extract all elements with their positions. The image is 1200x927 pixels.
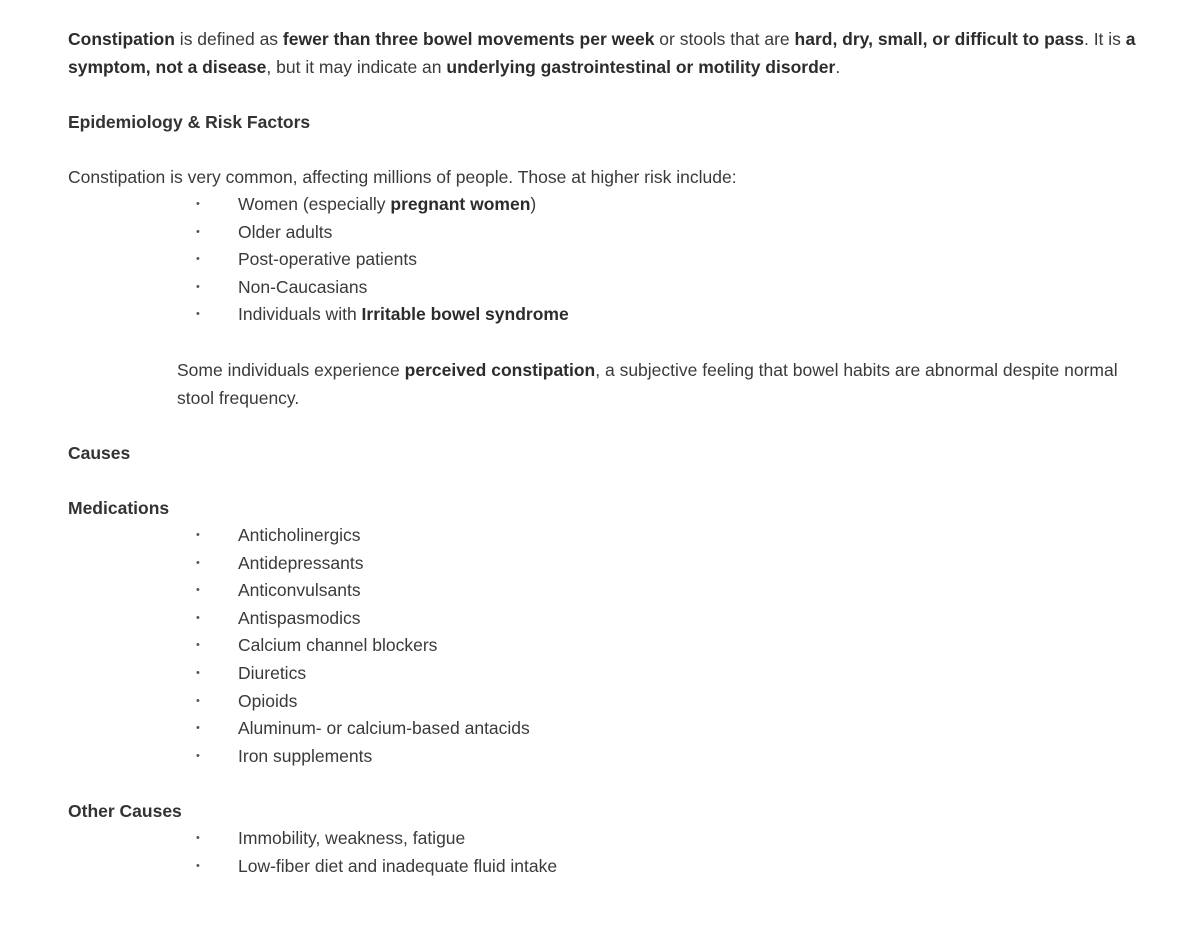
list-item-text: Aluminum- or calcium-based antacids [238,718,530,739]
perceived-constipation-note [68,356,1148,412]
list-item-text: ) [530,194,537,214]
bullet-icon: • [196,280,200,293]
bullet-icon: • [196,639,200,652]
list-item-text: Older adults [238,221,333,242]
list-item [68,688,1148,716]
risk-factor-list [68,191,1148,329]
list-item-text: Individuals with [238,304,362,325]
list-item [68,219,1148,247]
list-item [68,605,1148,633]
bullet-icon: • [196,584,200,597]
intro-paragraph [68,25,1148,81]
bullet-icon: • [196,611,200,624]
list-item-text: Anticonvulsants [238,580,361,601]
intro-emphasis: fewer than three bowel movements per week [282,29,655,49]
note-emphasis: perceived constipation [404,359,596,380]
intro-text: is defined as [174,29,283,49]
medications-list [68,522,1148,770]
bullet-icon: • [196,749,200,762]
list-item [68,577,1148,605]
list-item-text: Women (especially [238,194,391,214]
intro-text: . [835,57,841,77]
other-causes-heading: Other Causes [68,801,182,822]
list-item-text: Non-Caucasians [238,276,368,297]
intro-term: Constipation [68,29,175,49]
epidemiology-lead: Constipation is very common, affecting millions of people. Those at higher risk include: [68,167,737,187]
list-item-text: Calcium channel blockers [238,635,438,656]
intro-text: . It is [1083,29,1126,49]
intro-emphasis: hard, dry, small, or difficult to pass [794,29,1084,49]
list-item-text: Immobility, weakness, fatigue [238,828,466,849]
bullet-icon: • [196,528,200,541]
list-item-text: Anticholinergics [238,524,361,545]
list-item-text: Low-fiber diet and inadequate fluid intake [238,855,558,876]
list-item [68,853,1148,881]
list-item [68,632,1148,660]
bullet-icon: • [196,694,200,707]
note-text: Some individuals experience [177,359,405,380]
bullet-icon: • [196,225,200,238]
list-item-emphasis: pregnant women [390,194,531,214]
list-item-text: Iron supplements [238,745,373,766]
bullet-icon: • [196,832,200,845]
list-item-text: Antidepressants [238,552,364,573]
list-item-text: Opioids [238,690,298,711]
intro-emphasis: underlying gastrointestinal or motility disorder [446,57,836,77]
other-causes-list [68,825,1148,880]
list-item [68,660,1148,688]
list-item [68,246,1148,274]
list-item [68,274,1148,302]
intro-emphasis: a symptom, not a disease [68,29,1136,77]
bullet-icon: • [196,198,200,210]
list-item [68,715,1148,743]
list-item [68,743,1148,771]
list-item [68,550,1148,578]
list-item-text: Antispasmodics [238,607,361,628]
list-item-emphasis: Irritable bowel syndrome [361,304,569,325]
bullet-icon: • [196,253,200,266]
bullet-icon: • [196,308,200,321]
medications-heading: Medications [68,497,170,518]
list-item-text: Post-operative patients [238,249,417,270]
bullet-icon: • [196,666,200,679]
list-item [68,301,1148,329]
intro-text: or stools that are [654,29,795,49]
list-item [68,191,1148,219]
causes-heading: Causes [68,442,131,463]
list-item-text: Diuretics [238,662,307,683]
list-item [68,522,1148,550]
document-body [68,25,1148,881]
note-text: , a subjective feeling that bowel habits are abnormal despite normal stool frequency. [177,359,1118,408]
bullet-icon: • [196,859,200,872]
intro-text: , but it may indicate an [266,57,447,77]
epidemiology-heading: Epidemiology & Risk Factors [68,112,311,132]
bullet-icon: • [196,722,200,735]
bullet-icon: • [196,556,200,569]
list-item [68,825,1148,853]
